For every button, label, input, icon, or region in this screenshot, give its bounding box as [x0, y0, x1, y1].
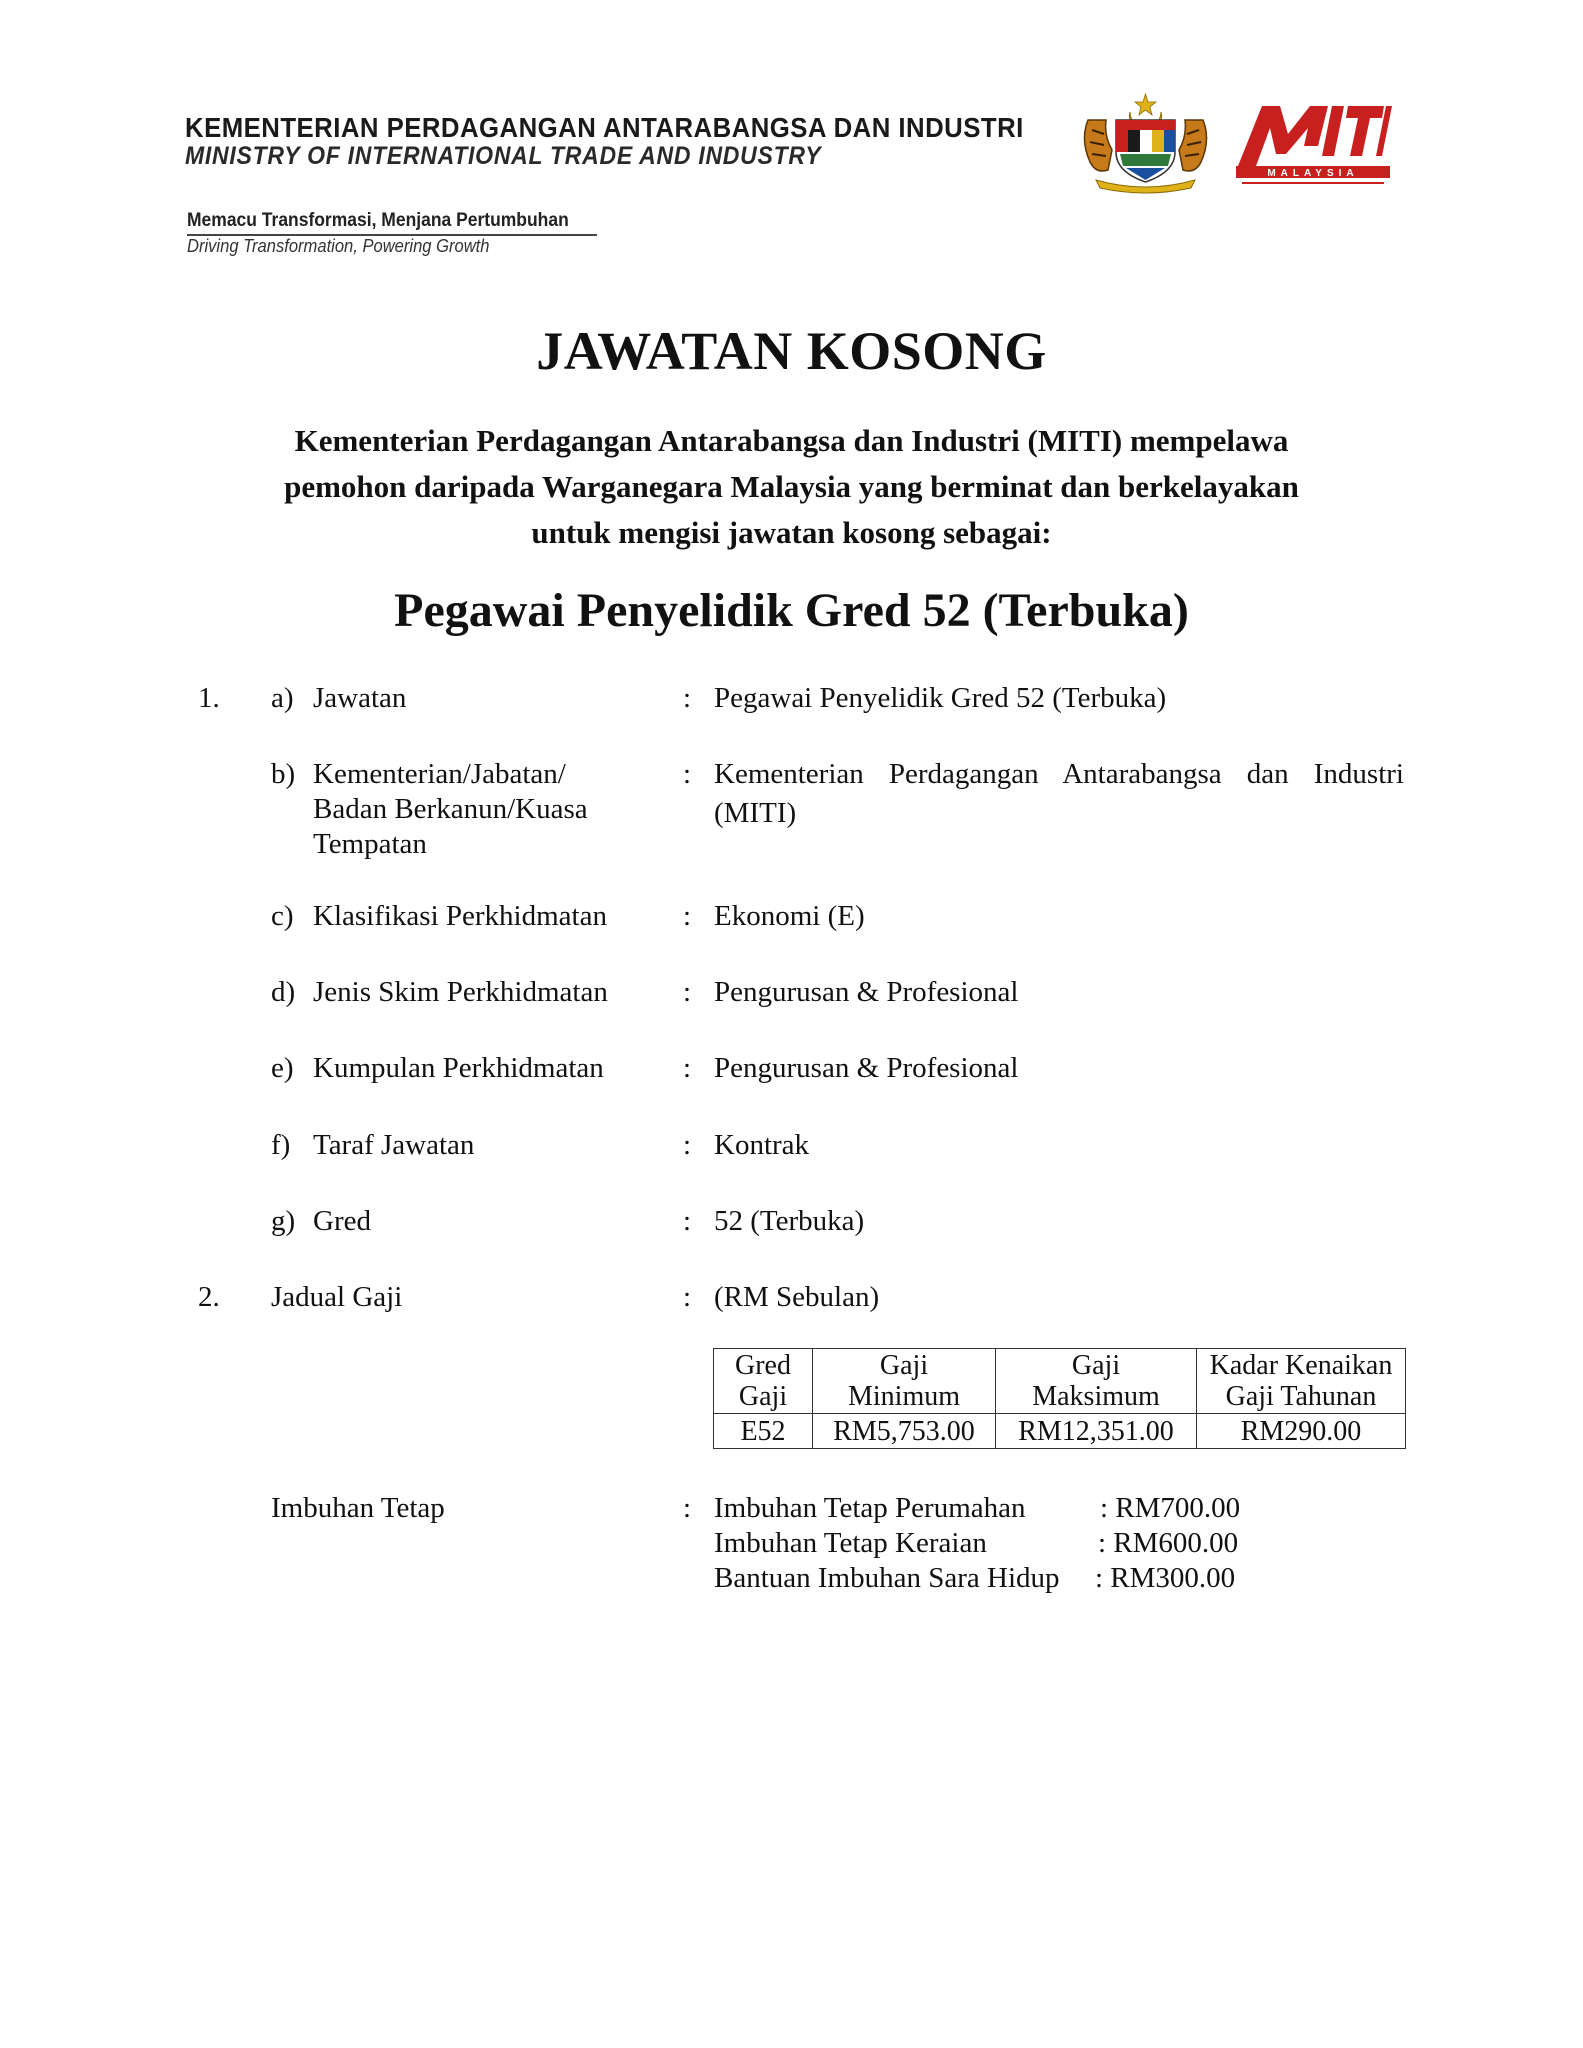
table-header-cell [1197, 1349, 1406, 1414]
item-letter: e) [271, 1052, 294, 1084]
table-header-row [714, 1349, 1406, 1414]
page-title: JAWATAN KOSONG [536, 321, 1047, 381]
item-colon: : [683, 976, 692, 1008]
table-header-cell [996, 1349, 1197, 1414]
item-value: Kontrak [714, 1129, 810, 1161]
item-colon: : [683, 1492, 692, 1524]
tagline-malay: Memacu Transformasi, Menjana Pertumbuhan [187, 210, 569, 231]
item-colon: : [683, 682, 692, 714]
table-cell: RM290.00 [1197, 1414, 1406, 1449]
allowance-amount: : RM700.00 [1100, 1492, 1241, 1524]
table-header-cell [714, 1349, 813, 1414]
header-line: Kadar Kenaikan [1209, 1350, 1393, 1381]
item-letter: a) [271, 682, 294, 714]
tagline-english: Driving Transformation, Powering Growth [187, 236, 490, 256]
item-letter: c) [271, 900, 294, 932]
header-line: Gaji [738, 1381, 788, 1412]
item-label: Kementerian/Jabatan/ [313, 758, 566, 790]
item-value: Pengurusan & Profesional [714, 976, 1019, 1008]
item-colon: : [683, 758, 692, 790]
item-colon: : [683, 1129, 692, 1161]
ministry-name-malay: KEMENTERIAN PERDAGANGAN ANTARABANGSA DAN INDUSTRI [185, 112, 1024, 143]
item-colon: : [683, 1205, 692, 1237]
item-label: Kumpulan Perkhidmatan [313, 1052, 604, 1084]
item-letter: f) [271, 1129, 291, 1161]
item-letter: b) [271, 758, 296, 790]
section-number: 2. [198, 1281, 220, 1313]
item-letter: g) [271, 1205, 296, 1237]
item-value: Kementerian Perdagangan Antarabangsa dan Industri [714, 758, 1404, 790]
salary-unit: (RM Sebulan) [714, 1281, 880, 1313]
item-colon: : [683, 1281, 692, 1313]
item-label: Gred [313, 1205, 371, 1237]
item-value: Pegawai Penyelidik Gred 52 (Terbuka) [714, 682, 1167, 714]
section-number: 1. [198, 682, 220, 714]
allowance-name: Imbuhan Tetap Keraian [714, 1527, 987, 1559]
svg-text:MALAYSIA: MALAYSIA [1267, 168, 1359, 179]
item-colon: : [683, 1052, 692, 1084]
table-cell: RM12,351.00 [996, 1414, 1197, 1449]
header-line: Gaji Tahunan [1225, 1381, 1377, 1412]
item-label: Jawatan [313, 682, 407, 714]
intro-line: Kementerian Perdagangan Antarabangsa dan Industri (MITI) mempelawa [294, 423, 1289, 458]
intro-paragraph [150, 418, 1433, 556]
item-value: 52 (Terbuka) [714, 1205, 865, 1237]
malaysia-coat-of-arms-icon [1078, 90, 1213, 195]
item-colon: : [683, 900, 692, 932]
allowance-name: Imbuhan Tetap Perumahan [714, 1492, 1026, 1524]
item-label: Klasifikasi Perkhidmatan [313, 900, 607, 932]
item-value: Pengurusan & Profesional [714, 1052, 1019, 1084]
item-label: Tempatan [313, 828, 427, 860]
miti-logo-icon [1232, 96, 1392, 191]
allowance-name: Bantuan Imbuhan Sara Hidup [714, 1562, 1060, 1594]
item-letter: d) [271, 976, 296, 1008]
salary-table [713, 1348, 1406, 1449]
table-header-cell [813, 1349, 996, 1414]
position-title: Pegawai Penyelidik Gred 52 (Terbuka) [394, 584, 1189, 637]
intro-line: pemohon daripada Warganegara Malaysia yang berminat dan berkelayakan [284, 469, 1299, 504]
intro-line: untuk mengisi jawatan kosong sebagai: [531, 515, 1052, 550]
header-line: Maksimum [1032, 1381, 1160, 1412]
item-label: Badan Berkanun/Kuasa [313, 793, 588, 825]
ministry-name-english: MINISTRY OF INTERNATIONAL TRADE AND INDUSTRY [185, 142, 822, 170]
item-value: Ekonomi (E) [714, 900, 865, 932]
allowance-amount: : RM300.00 [1095, 1562, 1236, 1594]
header-line: Minimum [847, 1381, 960, 1412]
allowance-amount: : RM600.00 [1098, 1527, 1239, 1559]
header-line: Gred [735, 1350, 791, 1381]
header-line: Gaji [879, 1350, 929, 1381]
table-cell: E52 [714, 1414, 813, 1449]
header-line: Gaji [1071, 1350, 1121, 1381]
allowance-label: Imbuhan Tetap [271, 1492, 445, 1524]
item-label: Taraf Jawatan [313, 1129, 475, 1161]
item-label: Jenis Skim Perkhidmatan [313, 976, 608, 1008]
table-cell: RM5,753.00 [813, 1414, 996, 1449]
table-row [714, 1414, 1406, 1449]
item-value: (MITI) [714, 797, 797, 829]
salary-schedule-label: Jadual Gaji [271, 1281, 403, 1313]
